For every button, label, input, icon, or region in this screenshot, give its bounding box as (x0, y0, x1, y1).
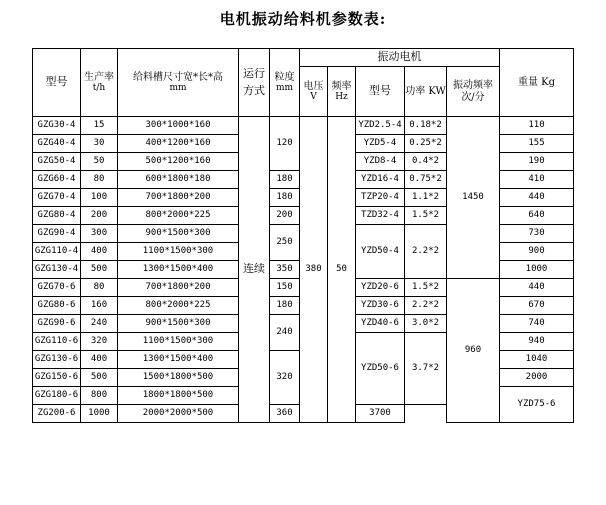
cell-motor-model: YZD20-6 (356, 279, 405, 297)
cell-motor-model: YZD16-4 (356, 171, 405, 189)
cell-model: GZG110-6 (33, 333, 81, 351)
cell-model: GZG60-4 (33, 171, 81, 189)
cell-voltage: 380 (300, 117, 328, 423)
cell-capacity: 1000 (81, 405, 118, 423)
cell-model: GZG130-6 (33, 351, 81, 369)
header-granularity-unit: mm (275, 83, 294, 94)
header-voltage-unit: V (310, 92, 317, 103)
header-model: 型号 (33, 49, 81, 117)
cell-model: GZG70-4 (33, 189, 81, 207)
cell-weight: 410 (500, 171, 574, 189)
cell-weight: 440 (500, 279, 574, 297)
cell-weight: 940 (500, 333, 574, 351)
cell-weight: 190 (500, 153, 574, 171)
cell-power: 2.2*2 (405, 225, 447, 279)
cell-granularity: 150 (270, 279, 300, 297)
cell-trough: 2000*2000*500 (118, 405, 239, 423)
cell-capacity: 500 (81, 261, 118, 279)
cell-weight: 3700 (356, 405, 405, 423)
cell-power: 1.5*2 (405, 207, 447, 225)
header-vib-freq (447, 67, 500, 117)
header-freq (328, 67, 356, 117)
cell-capacity: 15 (81, 117, 118, 135)
header-capacity-label: 生产率 (84, 71, 114, 83)
header-trough-unit: mm (169, 83, 187, 94)
cell-granularity: 250 (270, 225, 300, 261)
header-motor-group: 振动电机 (300, 49, 500, 67)
header-trough (118, 49, 239, 117)
cell-weight: 900 (500, 243, 574, 261)
cell-trough: 300*1000*160 (118, 117, 239, 135)
cell-motor-model: YZD2.5-4 (356, 117, 405, 135)
cell-weight: 640 (500, 207, 574, 225)
cell-weight: 155 (500, 135, 574, 153)
header-capacity (81, 49, 118, 117)
cell-granularity: 320 (270, 351, 300, 405)
cell-model: GZG130-4 (33, 261, 81, 279)
cell-operation: 连续 (239, 117, 270, 423)
cell-capacity: 400 (81, 351, 118, 369)
cell-model: GZG90-4 (33, 225, 81, 243)
cell-trough: 700*1800*200 (118, 279, 239, 297)
cell-capacity: 100 (81, 189, 118, 207)
header-motor-model: 型号 (356, 67, 405, 117)
header-vib-freq-unit: 次/分 (461, 91, 485, 103)
cell-capacity: 30 (81, 135, 118, 153)
cell-capacity: 80 (81, 279, 118, 297)
cell-trough: 500*1200*160 (118, 153, 239, 171)
cell-weight: 670 (500, 297, 574, 315)
cell-power: 0.4*2 (405, 153, 447, 171)
header-row-1 (33, 49, 574, 67)
cell-trough: 1100*1500*300 (118, 333, 239, 351)
cell-weight: 440 (500, 189, 574, 207)
cell-power: 0.18*2 (405, 117, 447, 135)
cell-model: GZG90-6 (33, 315, 81, 333)
cell-trough: 1300*1500*400 (118, 351, 239, 369)
cell-granularity: 180 (270, 297, 300, 315)
header-trough-label: 给料槽尺寸宽*长*高 (133, 71, 223, 83)
header-voltage-label: 电压 (303, 80, 324, 92)
cell-capacity: 240 (81, 315, 118, 333)
cell-motor-model: YZD75-6 (500, 387, 574, 423)
cell-capacity: 160 (81, 297, 118, 315)
cell-granularity: 360 (270, 405, 300, 423)
header-capacity-unit: t/h (92, 83, 106, 94)
cell-trough: 700*1800*200 (118, 189, 239, 207)
cell-motor-model: YZD5-4 (356, 135, 405, 153)
header-power: 功率 KW (405, 67, 447, 117)
cell-trough: 1500*1800*500 (118, 369, 239, 387)
cell-power: 0.75*2 (405, 171, 447, 189)
cell-model: GZG50-4 (33, 153, 81, 171)
cell-weight: 740 (500, 315, 574, 333)
cell-model: GZG30-4 (33, 117, 81, 135)
cell-granularity: 200 (270, 207, 300, 225)
cell-vib-freq: 1450 (447, 117, 500, 279)
cell-granularity: 350 (270, 261, 300, 279)
cell-power: 0.25*2 (405, 135, 447, 153)
cell-model: GZG80-6 (33, 297, 81, 315)
cell-capacity: 80 (81, 171, 118, 189)
cell-model: GZG180-6 (33, 387, 81, 405)
cell-model: GZG150-6 (33, 369, 81, 387)
cell-trough: 1800*1800*500 (118, 387, 239, 405)
cell-power: 3.7*2 (405, 333, 447, 405)
cell-motor-model: YZD50-6 (356, 333, 405, 405)
cell-capacity: 200 (81, 207, 118, 225)
header-vib-freq-label: 振动频率 (453, 80, 493, 91)
cell-model: GZG80-4 (33, 207, 81, 225)
cell-capacity: 320 (81, 333, 118, 351)
cell-motor-model: YZD30-6 (356, 297, 405, 315)
cell-trough: 800*2000*225 (118, 297, 239, 315)
header-freq-unit: Hz (335, 92, 348, 103)
cell-granularity: 240 (270, 315, 300, 351)
cell-weight: 1040 (500, 351, 574, 369)
cell-motor-model: TZD32-4 (356, 207, 405, 225)
header-weight: 重量 Kg (500, 49, 574, 117)
cell-motor-model: TZP20-4 (356, 189, 405, 207)
header-granularity-label: 粒度 (274, 71, 295, 83)
cell-capacity: 300 (81, 225, 118, 243)
cell-frequency: 50 (328, 117, 356, 423)
cell-trough: 600*1800*180 (118, 171, 239, 189)
cell-capacity: 50 (81, 153, 118, 171)
cell-trough: 1300*1500*400 (118, 261, 239, 279)
cell-capacity: 800 (81, 387, 118, 405)
cell-trough: 900*1500*300 (118, 225, 239, 243)
cell-trough: 400*1200*160 (118, 135, 239, 153)
header-granularity (270, 49, 300, 117)
page-title: 电机振动给料机参数表: (219, 10, 387, 28)
cell-weight: 730 (500, 225, 574, 243)
cell-weight: 1000 (500, 261, 574, 279)
cell-power: 2.2*2 (405, 297, 447, 315)
cell-granularity: 180 (270, 171, 300, 189)
cell-model: GZG40-4 (33, 135, 81, 153)
cell-power: 1.5*2 (405, 279, 447, 297)
cell-trough: 900*1500*300 (118, 315, 239, 333)
cell-motor-model: YZD8-4 (356, 153, 405, 171)
cell-granularity: 180 (270, 189, 300, 207)
cell-trough: 1100*1500*300 (118, 243, 239, 261)
cell-vib-freq: 960 (447, 279, 500, 423)
cell-model: GZG110-4 (33, 243, 81, 261)
cell-trough: 800*2000*225 (118, 207, 239, 225)
cell-motor-model: YZD40-6 (356, 315, 405, 333)
cell-model: GZG70-6 (33, 279, 81, 297)
cell-weight: 2000 (500, 369, 574, 387)
header-operation: 运行方式 (239, 49, 270, 117)
parameter-table (32, 48, 574, 423)
cell-weight: 110 (500, 117, 574, 135)
cell-model: ZG200-6 (33, 405, 81, 423)
header-freq-label: 频率 (331, 80, 352, 92)
table-row (33, 117, 574, 135)
cell-granularity: 120 (270, 117, 300, 171)
header-voltage (300, 67, 328, 117)
cell-capacity: 400 (81, 243, 118, 261)
cell-power: 1.1*2 (405, 189, 447, 207)
cell-motor-model: YZD50-4 (356, 225, 405, 279)
cell-power: 3.0*2 (405, 315, 447, 333)
cell-capacity: 500 (81, 369, 118, 387)
